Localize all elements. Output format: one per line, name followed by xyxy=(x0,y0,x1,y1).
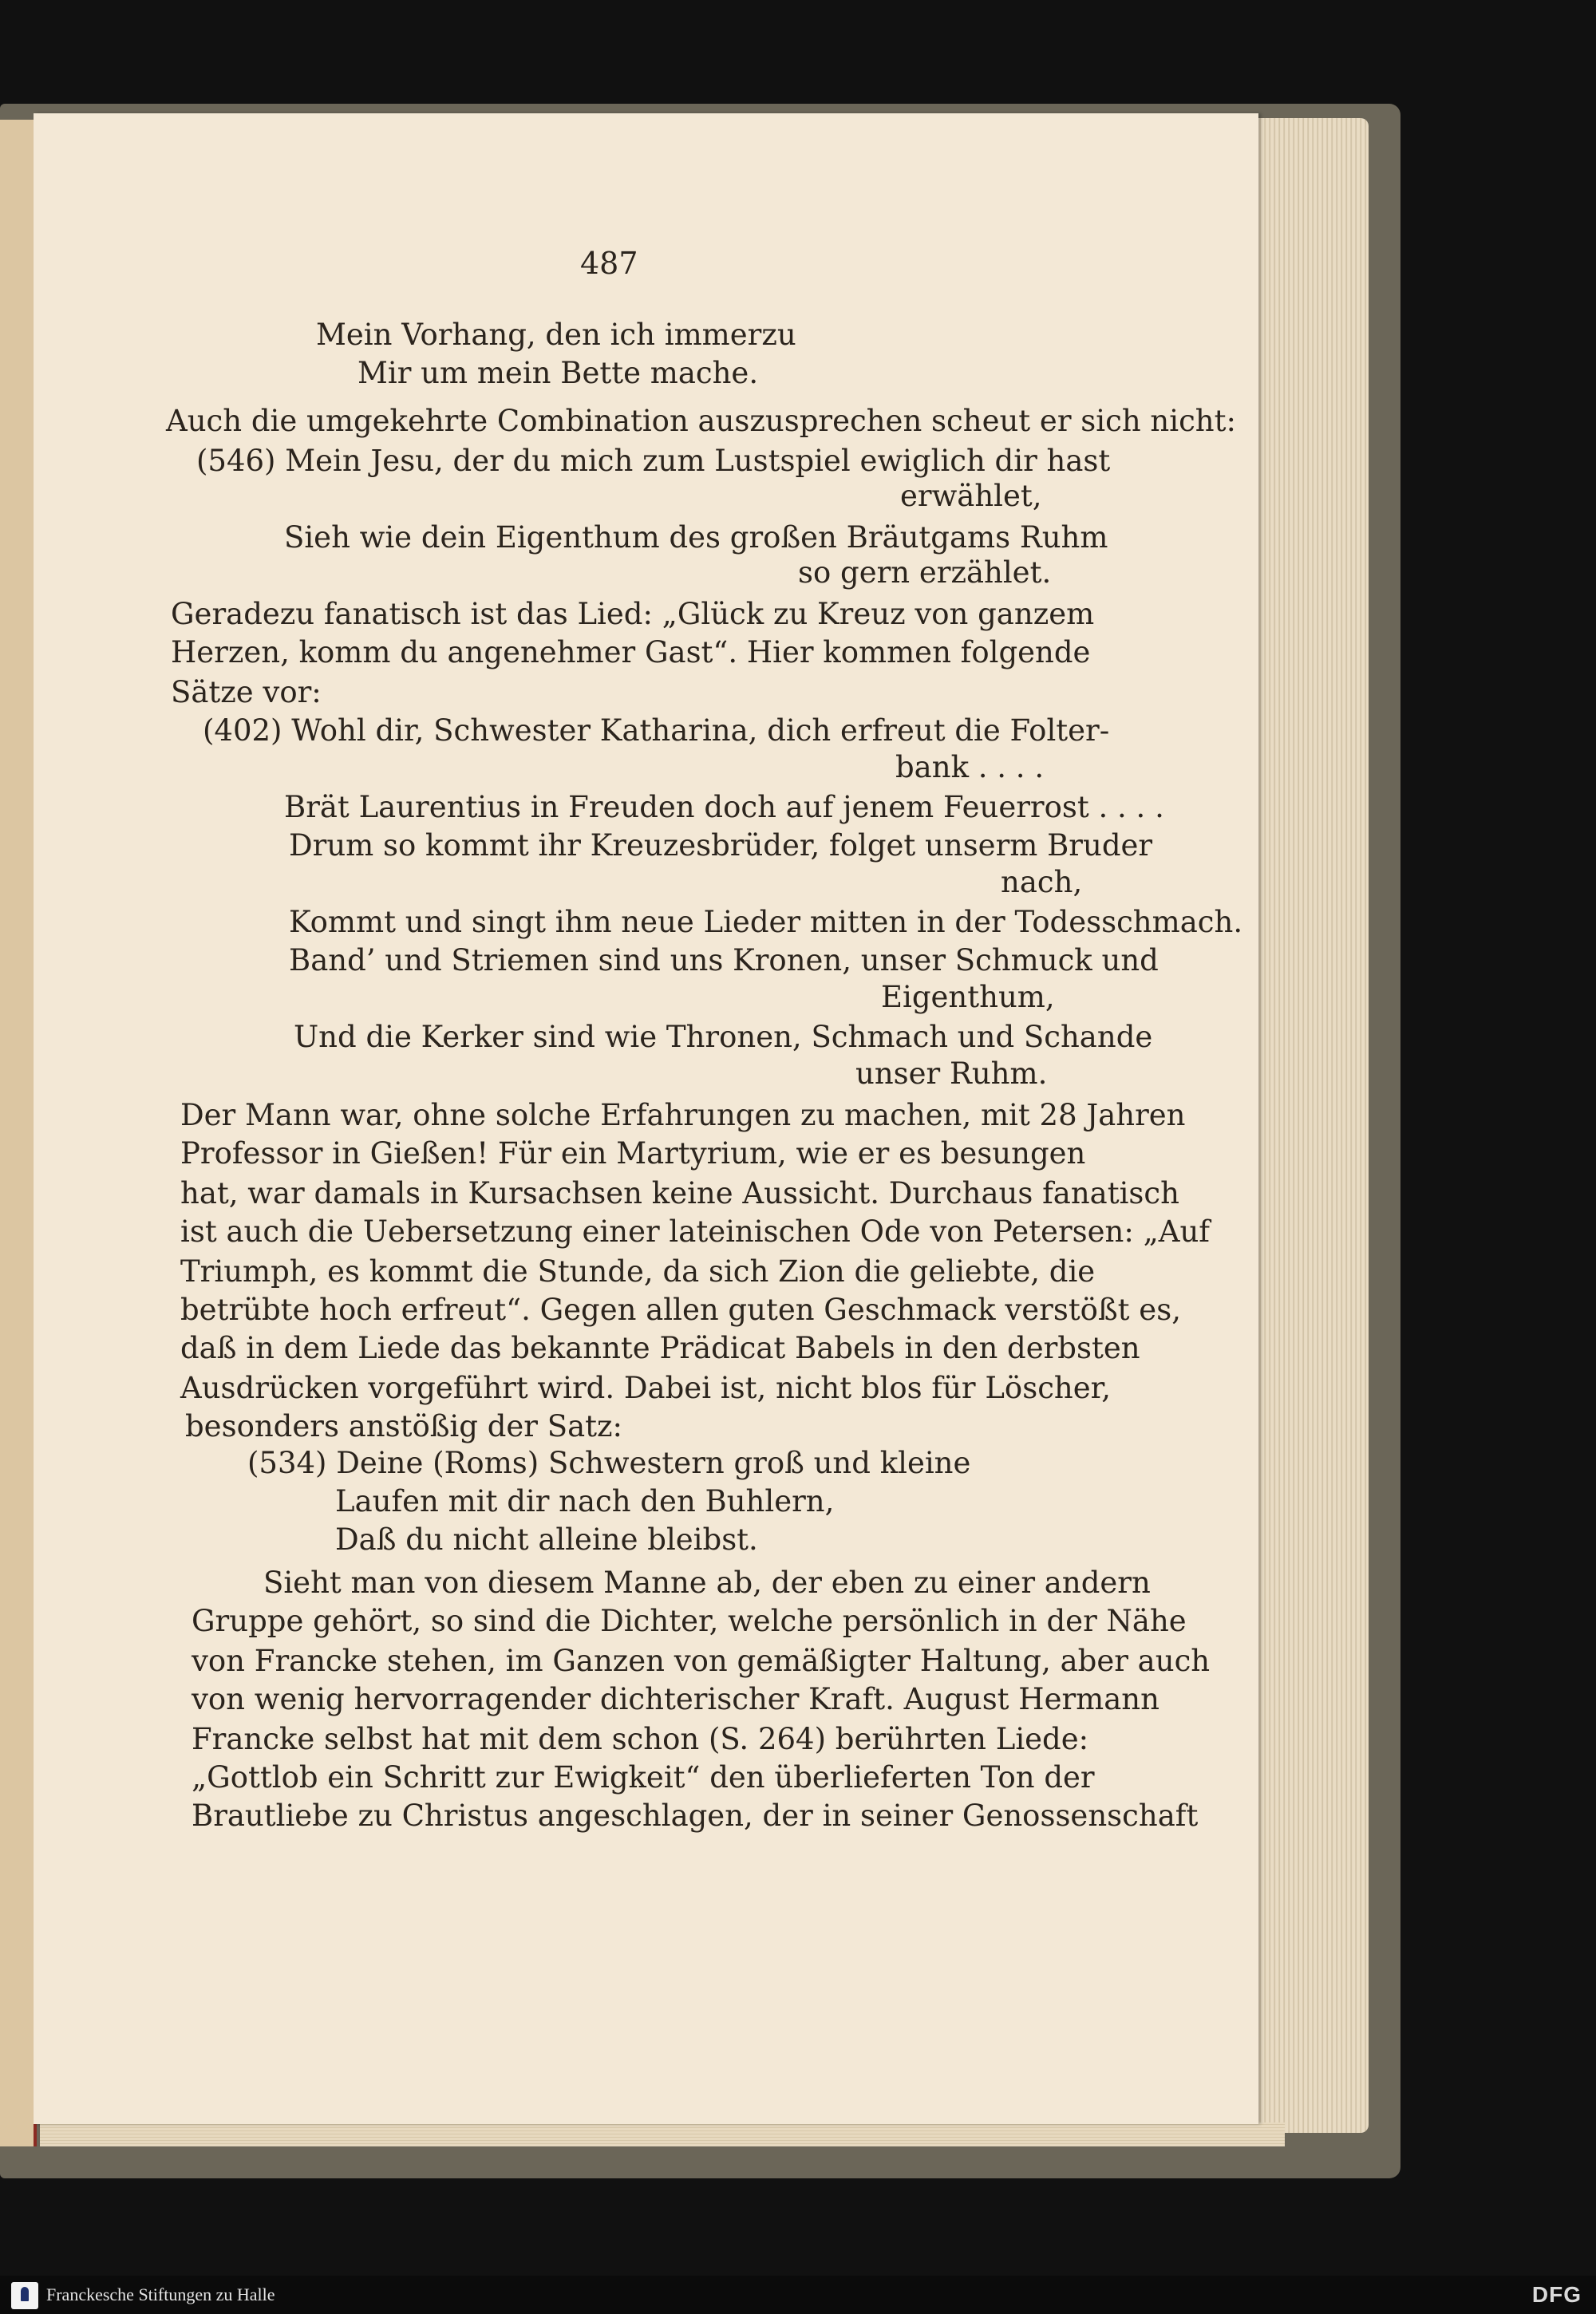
text-line: bank . . . . xyxy=(895,750,1045,784)
institution-logo-icon xyxy=(11,2282,38,2309)
text-line: Mein Vorhang, den ich immerzu xyxy=(316,318,796,352)
text-line: Herzen, komm du angenehmer Gast“. Hier kommen folgende xyxy=(171,635,1091,669)
text-line: (402) Wohl dir, Schwester Katharina, dich erfreut die Folter- xyxy=(203,713,1110,748)
text-line: Brät Laurentius in Freuden doch auf jenem Feuerrost . . . . xyxy=(284,790,1164,824)
text-line: Eigenthum, xyxy=(881,980,1055,1014)
text-line: „Gottlob ein Schritt zur Ewigkeit“ den überlieferten Ton der xyxy=(192,1760,1095,1795)
page-stack-bottom xyxy=(40,2122,1285,2146)
text-line: erwählet, xyxy=(900,479,1042,513)
text-line: Brautliebe zu Christus angeschlagen, der in seiner Genossenschaft xyxy=(192,1799,1199,1833)
text-line: von wenig hervorragender dichterischer Kraft. August Hermann xyxy=(192,1682,1159,1716)
footer-funder-logo: DFG xyxy=(1531,2282,1582,2307)
text-line: Band’ und Striemen sind uns Kronen, unser Schmuck und xyxy=(289,943,1159,977)
text-line: Sätze vor: xyxy=(171,675,322,709)
text-line: betrübte hoch erfreut“. Gegen allen guten Geschmack verstößt es, xyxy=(180,1293,1181,1327)
text-line: von Francke stehen, im Ganzen von gemäßigter Haltung, aber auch xyxy=(192,1644,1211,1678)
text-line: Professor in Gießen! Für ein Martyrium, wie er es besungen xyxy=(180,1136,1086,1171)
text-line: Geradezu fanatisch ist das Lied: „Glück zu Kreuz von ganzem xyxy=(171,597,1095,631)
text-line: Daß du nicht alleine bleibst. xyxy=(335,1522,758,1557)
text-line: (546) Mein Jesu, der du mich zum Lustspiel ewiglich dir hast xyxy=(196,444,1111,478)
text-line: unser Ruhm. xyxy=(855,1056,1048,1091)
text-line: (534) Deine (Roms) Schwestern groß und kleine xyxy=(247,1446,971,1480)
text-line: Der Mann war, ohne solche Erfahrungen zu machen, mit 28 Jahren xyxy=(180,1098,1186,1132)
text-line: Drum so kommt ihr Kreuzesbrüder, folget unserm Bruder xyxy=(289,828,1153,863)
text-line: Francke selbst hat mit dem schon (S. 264) berührten Liede: xyxy=(192,1722,1089,1756)
text-line: besonders anstößig der Satz: xyxy=(185,1409,622,1443)
text-line: ist auch die Uebersetzung einer lateinischen Ode von Petersen: „Auf xyxy=(180,1214,1210,1249)
text-line: Ausdrücken vorgeführt wird. Dabei ist, nicht blos für Löscher, xyxy=(180,1371,1112,1405)
text-line: Und die Kerker sind wie Thronen, Schmach und Schande xyxy=(294,1020,1153,1054)
text-line: Laufen mit dir nach den Buhlern, xyxy=(335,1484,835,1518)
text-line: so gern erzählet. xyxy=(798,555,1052,590)
text-line: nach, xyxy=(1001,865,1083,899)
text-line: Triumph, es kommt die Stunde, da sich Zion die geliebte, die xyxy=(180,1254,1096,1289)
text-line: daß in dem Liede das bekannte Prädicat Babels in den derbsten xyxy=(180,1331,1140,1365)
text-line: Mir um mein Bette mache. xyxy=(358,356,759,390)
text-line: Auch die umgekehrte Combination auszusprechen scheut er sich nicht: xyxy=(166,404,1236,438)
text-line: Gruppe gehört, so sind die Dichter, welche persönlich in der Nähe xyxy=(192,1604,1187,1638)
text-line: Kommt und singt ihm neue Lieder mitten in der Todesschmach. xyxy=(289,905,1243,939)
footer-institution: Franckesche Stiftungen zu Halle xyxy=(46,2284,275,2304)
left-page-edge xyxy=(0,120,37,2146)
text-line: Sieht man von diesem Manne ab, der eben zu einer andern xyxy=(263,1566,1151,1600)
text-line: hat, war damals in Kursachsen keine Aussicht. Durchaus fanatisch xyxy=(180,1176,1179,1210)
text-line: Sieh wie dein Eigenthum des großen Bräutgams Ruhm xyxy=(284,520,1108,555)
page-number: 487 xyxy=(580,246,638,281)
